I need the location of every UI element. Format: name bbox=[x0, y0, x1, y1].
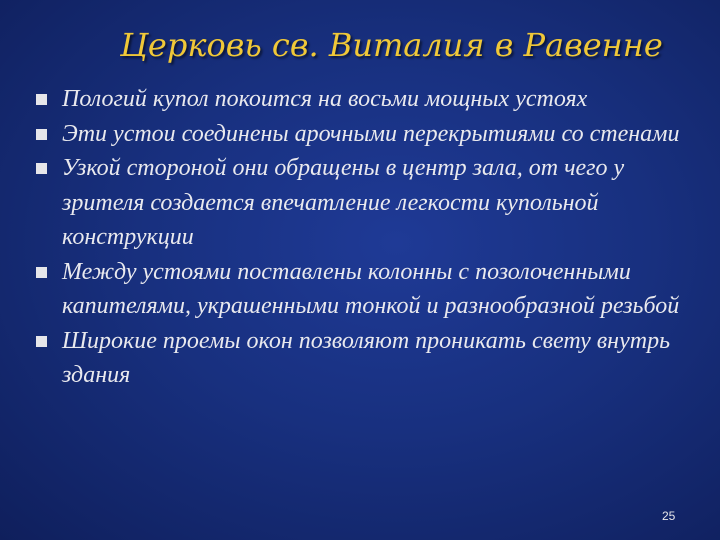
slide-title: Церковь св. Виталия в Равенне bbox=[120, 26, 663, 64]
square-bullet-icon bbox=[36, 94, 47, 105]
bullet-text: Узкой стороной они обращены в центр зала, от чего у зрителя создается впечатление легкости купольной конструкции bbox=[62, 155, 625, 250]
list-item bbox=[36, 151, 696, 255]
bullet-text: Пологий купол покоится на восьми мощных устоях bbox=[62, 86, 588, 112]
list-item bbox=[36, 117, 696, 152]
bullet-text: Эти устои соединены арочными перекрытиями со стенами bbox=[62, 120, 680, 147]
bullet-text: Между устоями поставлены колонны с позолоченными капителями, украшенными тонкой и разнообразной резьбой bbox=[62, 258, 680, 319]
square-bullet-icon bbox=[36, 163, 47, 174]
list-item bbox=[36, 82, 696, 117]
bullet-text: Широкие проемы окон позволяют проникать свету внутрь здания bbox=[62, 327, 670, 388]
square-bullet-icon bbox=[36, 336, 47, 347]
list-item bbox=[36, 255, 696, 324]
bullet-list bbox=[36, 82, 696, 393]
list-item bbox=[36, 324, 696, 393]
square-bullet-icon bbox=[36, 129, 47, 140]
square-bullet-icon bbox=[36, 267, 47, 278]
page-number: 25 bbox=[662, 509, 676, 523]
